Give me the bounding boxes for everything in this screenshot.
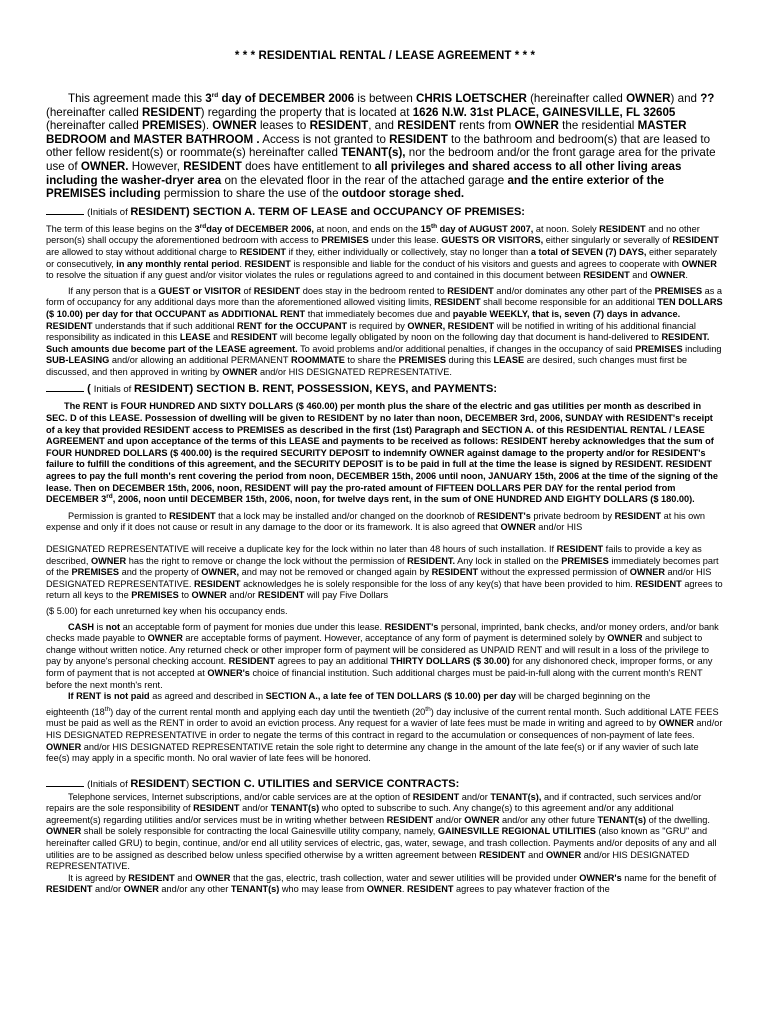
text: and/or HIS <box>535 522 583 533</box>
text: However, <box>128 159 184 173</box>
text: TENANT(s) <box>597 814 647 825</box>
text: RESIDENT <box>183 159 242 173</box>
tenant-name: ?? <box>700 92 715 105</box>
text: without the expressed permission of <box>478 567 630 578</box>
text: OWNER <box>191 590 227 601</box>
text: PREMISES <box>654 285 703 296</box>
text: LEASE <box>493 355 525 366</box>
text: acknowledges he is solely responsible for the loss of any key(s) that have been provided to him. <box>240 578 636 589</box>
text: th <box>104 705 111 713</box>
text: the residential <box>558 119 638 133</box>
text: and <box>174 872 196 883</box>
text: to share the <box>344 355 399 366</box>
text: If any person that is a <box>68 285 159 296</box>
text: ROOMMATE <box>290 355 345 366</box>
text: day of DECEMBER 2006, <box>206 223 314 234</box>
initials-blank-b[interactable] <box>46 382 84 392</box>
text: th <box>430 222 438 230</box>
text: will be notified in writing of his additional financial responsibility as indicated in this <box>46 320 696 343</box>
text: and/or any other future <box>499 814 598 825</box>
text: who opted to subscribe to such. Any change(s) to this agreement and/or any additional agreement(s) regarding utilities and/or services must be in writing whether between <box>46 803 674 825</box>
text: day of AUGUST 2007, <box>437 223 534 234</box>
text: personal, imprinted, bank checks, and/or money orders, and/or bank checks made payable to <box>46 621 719 644</box>
text: The RENT is FOUR HUNDRED AND SIXTY DOLLARS ($ 460.00) per month plus the share of the electric and gas utilities per month as described in SEC. D of this LEASE. Possession of dwelling will be given to RESIDENT by no later than noon, DECEMBER 3rd, 2006, SUNDAY with RESIDENT's receipt of a key that provided RESIDENT access to PREMISES as described in the first (1st) Paragraph and SECTION A. of this RESIDENTIAL RENTAL / LEASE AGREEMENT and upon acceptance of the terms of this LEASE and payments to be received as follows: RESIDENT hereby acknowledges that the sum of FOUR HUNDRED DOLLARS ($ 400.00) is the required SECURITY DEPOSIT to indemnify OWNER against damage to the property and/or for RESIDENT's failure to fulfill the conditions of this agreement, and the SECURITY DEPOSIT is to be paid in full at the time the lease is signed by RESIDENT. RESIDENT agrees to pay the full month's rent covering the period from noon, DECEMBER 15th, 2006 until noon, JANUARY 15th, 2006 at the time of the signing of the lease. Then on DECEMBER 15th, 2006, noon, RESIDENT will pay the pro-rated amount of FIFTEEN DOLLARS PER DAY for the rental period from DECEMBER 3 <box>46 401 718 505</box>
text: to resolve the situation if any guest and/or visitor violates the rules or regulations agreed to and contained in this document between <box>46 270 584 281</box>
text: and/or <box>239 803 271 814</box>
text: is between <box>354 92 417 105</box>
text: Initials of <box>93 384 134 396</box>
text: and may not be removed or changed again by <box>239 567 432 578</box>
text: , 2006, noon until DECEMBER 15th, 2006, noon, for twelve days rent, in the sum of ONE HUNDRED AND EIGHTY DOLLARS ($ 180.00). <box>112 494 695 505</box>
text: OWNER. <box>80 159 129 173</box>
text: shall become responsible for an additional <box>480 297 658 308</box>
text: 3 <box>205 92 212 105</box>
text: OWNER's <box>207 667 250 678</box>
text: and/or <box>459 791 491 802</box>
text: either singularly or severally of <box>543 235 673 246</box>
text: RESIDENT) SECTION A. TERM OF LEASE and OCCUPANCY OF PREMISES: <box>130 205 525 218</box>
owner-name: CHRIS LOETSCHER <box>416 92 527 105</box>
text: . <box>401 884 408 895</box>
text: and no other person(s) shall occupy the aforementioned bedroom with access to <box>46 223 700 246</box>
text: GUEST or VISITOR <box>158 285 241 296</box>
initials-blank-a[interactable] <box>46 205 84 215</box>
text: RESIDENT. Such amounts due become part of the LEASE agreement. <box>46 332 710 354</box>
text: RESIDENT <box>412 791 460 802</box>
text: OWNER <box>545 849 582 860</box>
text: and/or HIS DESIGNATED REPRESENTATIVE. <box>46 849 690 872</box>
text: including <box>682 343 722 354</box>
text: understands that if such additional <box>92 320 238 331</box>
text: and/or HIS DESIGNATED REPRESENTATIVE. <box>46 567 712 589</box>
text: RESIDENT <box>257 590 305 601</box>
text: and/or allowing an additional PERMANENT <box>109 355 291 366</box>
text: during this <box>446 355 494 366</box>
text: (hereinafter called <box>526 92 627 105</box>
text: shall be solely responsible for contracting the local Gainesville utility company, namely, <box>81 826 438 837</box>
text: and/or HIS DESIGNATED REPRESENTATIVE retain the sole right to determine any change in the amount of the late fee(s) or if any wavier of such late fee(s) may apply in a specific month. No oral wavier of late fees will be honored. <box>46 741 699 764</box>
text: ) <box>185 778 192 790</box>
text: OWNER <box>195 872 231 883</box>
section-b-payment-paragraph <box>46 622 724 703</box>
text: PREMISES <box>321 235 369 246</box>
text: RESIDENT <box>397 119 456 133</box>
text: RESIDENT <box>230 332 278 343</box>
text: RESIDENT <box>431 567 479 578</box>
text: OWNER <box>681 258 717 269</box>
text: and/or HIS DESIGNATED REPRESENTATIVE in order to negate the terms of this contract in regard to the accumulation or consequences of non-payment of late fees. <box>46 718 723 740</box>
text: as a form of occupancy for any additional days more than the aforementioned allowed visiting limits, <box>46 285 723 308</box>
text: are acceptable forms of payment. However, acceptance of any form of payment is determined solely by <box>182 633 608 644</box>
text: will become legally obligated by noon on the following day that document is hand-delivered to <box>277 332 662 343</box>
text: OWNER <box>629 567 665 578</box>
text: for any dishonored check, improper forms, or any form of payment that is not accepted at <box>46 656 713 678</box>
section-c-heading <box>46 777 724 790</box>
text: TENANT(s) <box>230 884 280 895</box>
text: RESIDENT. <box>407 555 456 566</box>
text: RESIDENT <box>228 656 276 667</box>
text: at noon, and ends on the <box>313 223 421 234</box>
text: a total of SEVEN (7) DAYS, <box>530 246 647 257</box>
text: (Initials of <box>87 778 131 790</box>
text: RESIDENT <box>389 132 448 146</box>
text: RESIDENT <box>239 246 287 257</box>
text: as agreed and described in <box>149 691 266 702</box>
initials-blank-c[interactable] <box>46 777 84 787</box>
section-c-paragraph-2 <box>46 873 724 896</box>
text: and subject to change without written notice. Any returned check or other improper form of payment will be considered as UNPAID RENT and will result in a loss of the privilege to pay by anyone's personal checking account. <box>46 633 710 667</box>
text: OWNER <box>123 884 159 895</box>
text: day of DECEMBER 2006 <box>218 92 355 105</box>
text: RESIDENT <box>193 803 240 814</box>
text: RESIDENT <box>46 884 93 895</box>
text: . <box>239 258 245 269</box>
section-c-paragraph-1 <box>46 792 724 873</box>
text: THIRTY DOLLARS ($ 30.00) <box>390 656 510 667</box>
text: It is agreed by <box>68 872 129 883</box>
text: RESIDENT <box>614 510 662 521</box>
text: (Initials of <box>87 206 131 218</box>
text: To avoid problems and/or additional penalties, if changes in the occupancy of said <box>297 343 636 354</box>
text: RESIDENT <box>244 258 291 269</box>
text: that a lock may be installed and/or changed on the doorknob of <box>215 510 478 521</box>
text: ) regarding the property that is located at <box>200 105 413 119</box>
section-b-rent-paragraph <box>46 401 724 505</box>
text: RESIDENT <box>672 235 719 246</box>
text: OWNER <box>46 741 82 752</box>
text: in any monthly rental period <box>116 258 240 269</box>
text: ) day of the current rental month and applying each day until the twentieth (20 <box>110 706 426 717</box>
text: Permission is granted to <box>68 510 170 521</box>
text: RESIDENT <box>599 223 646 234</box>
text: agrees to return all keys to the <box>46 578 723 601</box>
section-b-key-fee: ($ 5.00) for each unreturned key when his occupancy ends. <box>46 605 288 616</box>
text: RENT for the OCCUPANT <box>237 320 348 331</box>
text: SUB-LEASING <box>46 355 110 366</box>
text: DESIGNATED REPRESENTATIVE will receive a duplicate key for the lock within no later than 48 hours of such installation. If <box>46 544 557 554</box>
text: Any lock in stalled on the <box>455 555 562 566</box>
text: MASTER BEDROOM and MASTER BATHROOM . <box>46 119 687 146</box>
text: and <box>210 332 231 343</box>
text: This agreement made this <box>68 92 206 105</box>
document-title: * * * RESIDENTIAL RENTAL / LEASE AGREEMENT * * * <box>234 50 536 62</box>
intro-paragraph <box>46 92 724 201</box>
text: will be charged beginning on the <box>515 691 651 702</box>
text: eighteenth (18 <box>46 706 105 717</box>
text: OWNER's <box>579 872 622 883</box>
text: not <box>105 621 121 632</box>
text: of the dwelling. <box>646 814 710 825</box>
text: TENANT(s), <box>490 791 542 802</box>
text: GUESTS OR VISITORS, <box>441 235 544 246</box>
text: PREMISES <box>635 343 683 354</box>
text: of <box>240 285 254 296</box>
text: RESIDENT <box>169 510 216 521</box>
text: OWNER <box>626 92 671 105</box>
text: RESIDENT <box>447 285 494 296</box>
text: OWNER <box>90 555 127 566</box>
text: and/or <box>92 884 124 895</box>
section-a-paragraph-2 <box>46 286 724 379</box>
text: , and <box>368 119 398 133</box>
text: either separately or consecutively, <box>46 246 717 269</box>
text: RESIDENT <box>194 578 241 589</box>
text: outdoor storage shed. <box>341 187 465 201</box>
text: RESIDENT) SECTION B. RENT, POSSESSION, KEYS, and PAYMENTS: <box>133 383 497 396</box>
text: RESIDENT <box>130 777 186 790</box>
text: 3 <box>194 223 200 234</box>
text: OWNER <box>212 119 257 133</box>
text: OWNER, RESIDENT <box>407 320 495 331</box>
text: has the right to remove or change the lock without the permission of <box>126 555 408 566</box>
text: SECTION C. UTILITIES and SERVICE CONTRACTS: <box>191 777 460 790</box>
text: permission to share the use of the <box>160 187 342 201</box>
text: OWNER <box>607 633 643 644</box>
text: does stay in the bedroom rented to <box>300 285 448 296</box>
text: OWNER, <box>201 567 240 578</box>
text: and <box>629 270 651 281</box>
text: SECTION A., a late fee of TEN DOLLARS ($ 10.00) per day <box>265 691 516 702</box>
text: is required by <box>347 320 408 331</box>
text: OWNER <box>366 884 402 895</box>
text: that the gas, electric, trash collection, water and sewer utilities will be provided under <box>230 872 580 883</box>
text: is responsible and liable for the conduct of his visitors and guests and agrees to cooperate with <box>290 258 682 269</box>
text: to the bathroom and bedroom(s) that are leased to other fellow resident(s) or roommate(s) hereinafter called <box>46 132 711 160</box>
text: th <box>425 705 431 713</box>
text: (hereinafter called <box>46 119 143 133</box>
text: name for the benefit of <box>621 872 717 883</box>
section-a-heading <box>46 205 724 218</box>
text: PREMISES <box>71 567 120 578</box>
text: RESIDENT <box>386 814 434 825</box>
text: private bedroom by <box>530 510 615 521</box>
text: RESIDENT's <box>384 621 439 632</box>
text: PREMISES <box>131 590 179 601</box>
text: GAINESVILLE REGIONAL UTILITIES <box>437 826 596 837</box>
text: and/or dominates any other part of the <box>493 285 655 296</box>
text: are desired, such changes must first be discussed, and then approved in writing by <box>46 355 688 377</box>
text: RESIDENT <box>253 285 301 296</box>
text: choice of financial institution. Such additional charges must be paid-in-full along with the current month's RENT before the next month's rent. <box>46 667 703 690</box>
text: who may lease from <box>279 884 367 895</box>
text: and <box>525 849 546 860</box>
text: to <box>178 590 192 601</box>
section-a-paragraph-1 <box>46 224 724 282</box>
text: CASH <box>68 621 95 632</box>
text: that immediately becomes due and <box>305 308 453 319</box>
text: RESIDENT <box>407 884 454 895</box>
text: (also known as "GRU" and hereinafter called GRU) to begin, continue, and/or end all utility services of electric, gas, water, sewage, and trash collection. Payments and/or deposits of any and all utilities are to be assigned as described below unless specified otherwise by a written agreement between <box>46 826 717 860</box>
text: RESIDENT <box>583 270 630 281</box>
text: all privileges and shared access to all other living areas including the washer-dryer area <box>46 159 682 187</box>
text: agrees to pay an additional <box>275 656 391 667</box>
text: an acceptable form of payment for monies due under this lease. <box>120 621 385 632</box>
text: at his own expense and only if it does not cause or result in any damage to the door or its framework. It is also agreed that <box>46 510 705 533</box>
text: RESIDENT <box>479 849 526 860</box>
text: PREMISES <box>142 119 202 133</box>
text: nor the bedroom and/or the front garage area for the private use of <box>46 146 716 173</box>
text: TENANT(s) <box>270 803 320 814</box>
text: rd <box>211 92 219 100</box>
text: rd <box>106 493 113 501</box>
text: rd <box>199 222 207 230</box>
text: . <box>685 270 688 281</box>
text: fails to provide a key as described, <box>46 544 702 566</box>
section-b-key-paragraph <box>46 544 724 602</box>
text: agrees to pay whatever fraction of the <box>453 884 610 895</box>
text: (hereinafter called <box>46 105 143 119</box>
text: RESIDENT <box>142 105 201 119</box>
text: Telephone services, Internet subscriptions, and/or cable services are at the option of <box>68 791 413 802</box>
text: PREMISES <box>561 555 609 566</box>
text: RESIDENT <box>434 297 481 308</box>
text: OWNER <box>514 119 559 133</box>
text: leases to <box>256 119 310 133</box>
text: and/or <box>433 814 465 825</box>
text: RESIDENT <box>128 872 175 883</box>
text: Access is not granted to <box>259 132 390 146</box>
text: 15 <box>420 223 431 234</box>
text: ). <box>201 119 213 133</box>
property-address: 1626 N.W. 31st PLACE, GAINESVILLE, FL 32605 <box>412 105 676 119</box>
text: and if contracted, such services and/or repairs are the sole responsibility of <box>46 791 702 814</box>
text: PREMISES <box>398 355 446 366</box>
text: OWNER <box>222 366 258 377</box>
text: and/or <box>226 590 258 601</box>
text: OWNER <box>46 826 82 837</box>
section-b-heading <box>46 382 724 395</box>
text: rents from <box>455 119 515 133</box>
text: on the elevated floor in the rear of the attached garage <box>221 173 508 187</box>
text: is <box>94 621 106 632</box>
text: RESIDENT <box>635 578 682 589</box>
text: will pay Five Dollars <box>304 590 389 601</box>
text: and/or HIS DESIGNATED REPRESENTATIVE. <box>257 366 452 377</box>
text: RESIDENT's <box>477 510 531 521</box>
text: If RENT is not paid <box>68 691 150 702</box>
text: ) and <box>670 92 701 105</box>
text: are allowed to stay without additional charge to <box>46 246 240 257</box>
text: at noon. Solely <box>533 223 600 234</box>
text: The term of this lease begins on the <box>46 223 195 234</box>
text: OWNER <box>500 522 536 533</box>
text: TEN DOLLARS ($ 10.00) per day for that OCCUPANT as ADDITIONAL RENT <box>46 297 723 319</box>
text: if they, either individually or collectively, stay no longer than <box>286 246 531 257</box>
text: LEASE <box>179 332 211 343</box>
text: and the entire exterior of the PREMISES including <box>46 173 664 201</box>
text: OWNER <box>650 270 686 281</box>
section-b-late-fee-paragraph <box>46 707 724 765</box>
text: does have entitlement to <box>241 159 375 173</box>
text: and/or any other <box>158 884 231 895</box>
text: OWNER <box>147 633 183 644</box>
text: OWNER <box>464 814 500 825</box>
text: immediately becomes part of the <box>46 555 719 578</box>
text: TENANT(s), <box>341 146 406 160</box>
text: OWNER <box>658 718 694 729</box>
text: and the property of <box>119 567 202 578</box>
text: payable WEEKLY, that is, seven (7) days in advance. RESIDENT <box>46 308 681 331</box>
section-b-lock-paragraph <box>46 511 724 534</box>
text: ( <box>87 383 94 396</box>
text: ) day inclusive of the current rental month. Such additional LATE FEES must be paid as well as the RENT in order to avoid an eviction process. Any request for a wavier of late fees must be made in writing and agreed to by <box>46 706 719 729</box>
text: RESIDENT <box>309 119 369 133</box>
text: RESIDENT <box>556 544 604 554</box>
text: under this lease. <box>368 235 442 246</box>
